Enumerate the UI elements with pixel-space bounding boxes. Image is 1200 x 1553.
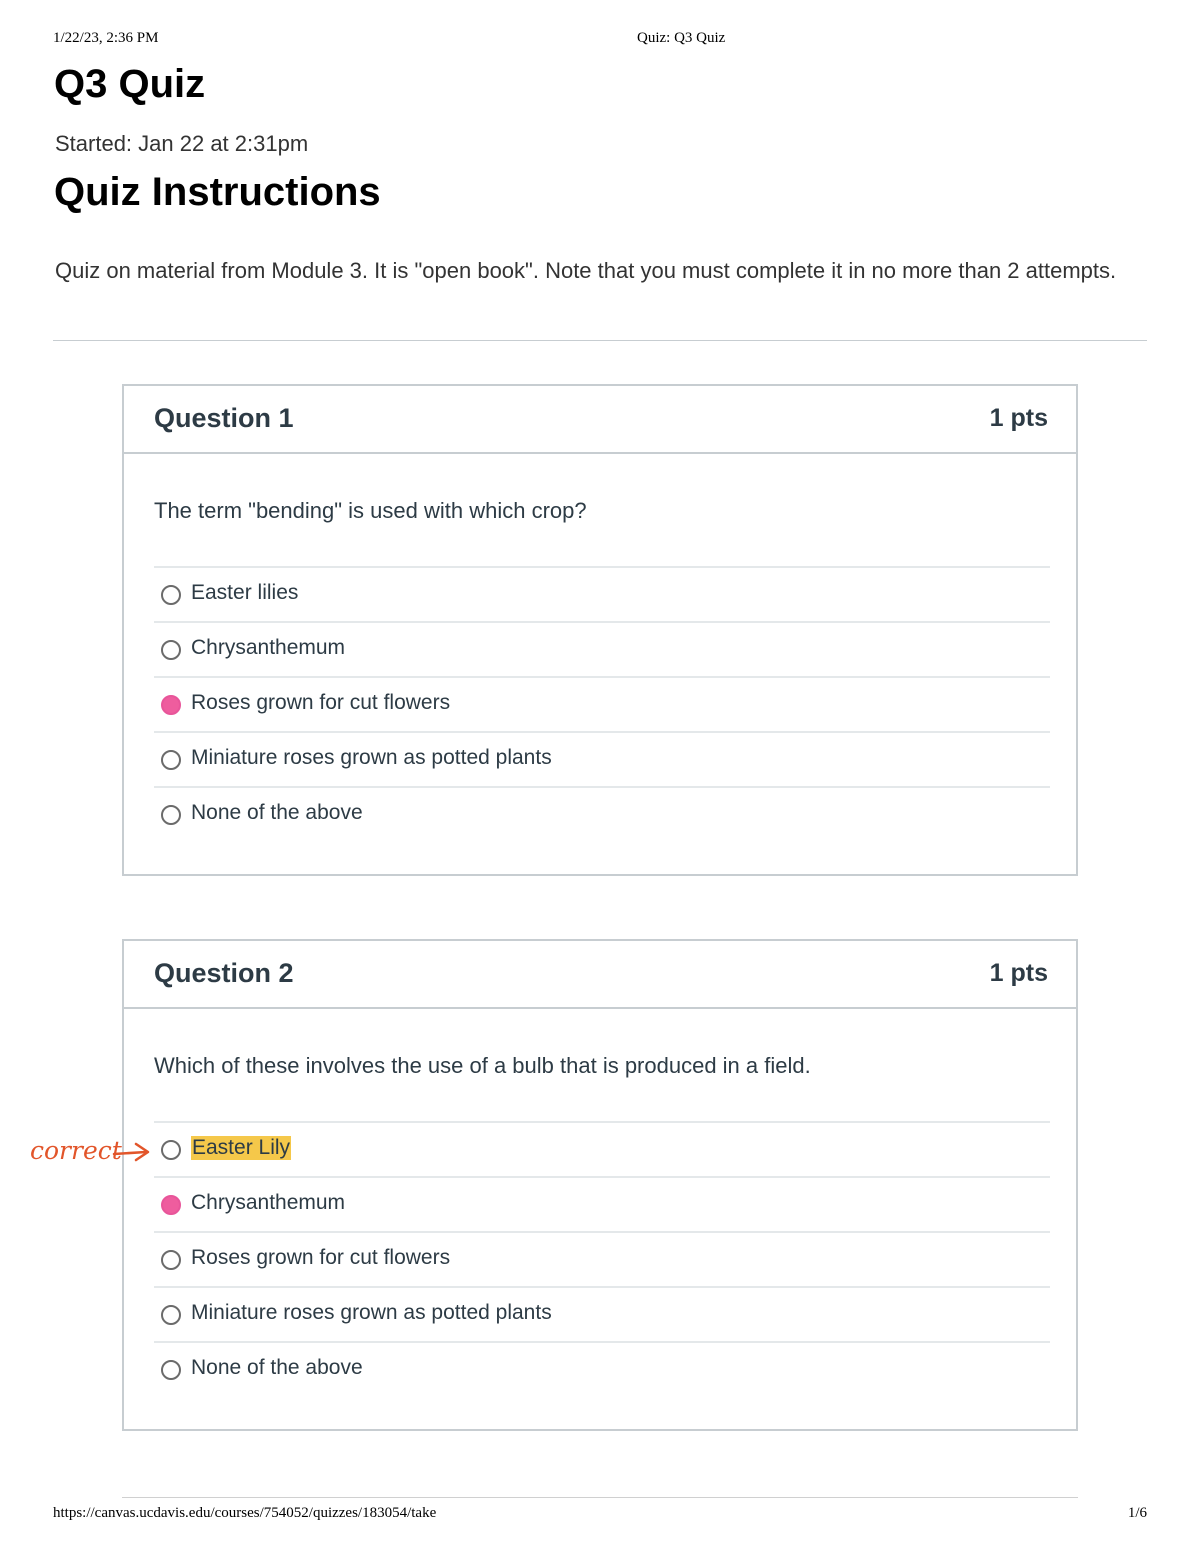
section-divider — [53, 340, 1147, 341]
started-timestamp: Started: Jan 22 at 2:31pm — [55, 131, 309, 156]
answer-label-highlighted: Easter Lily — [192, 1136, 291, 1159]
answer-option[interactable] — [154, 1341, 1050, 1396]
page-number: 1/6 — [1127, 1505, 1147, 1521]
radio-button[interactable] — [161, 1140, 181, 1160]
answer-label: Roses grown for cut flowers — [191, 1246, 451, 1269]
question-title: Question 2 — [154, 958, 294, 988]
radio-button-selected[interactable] — [161, 1195, 181, 1215]
annotation-arrow-icon — [28, 1132, 154, 1172]
page-url: https://canvas.ucdavis.edu/courses/754052/quizzes/183054/take — [53, 1505, 437, 1521]
answer-label: None of the above — [191, 801, 363, 824]
answer-option[interactable] — [154, 1176, 1050, 1231]
print-header — [53, 30, 1147, 50]
answer-list — [154, 566, 1050, 841]
answer-label: Easter lilies — [191, 581, 299, 604]
answer-label: None of the above — [191, 1356, 363, 1379]
print-footer — [53, 1505, 1147, 1525]
radio-button[interactable] — [161, 805, 181, 825]
answer-option[interactable] — [154, 731, 1050, 786]
question-text: Which of these involves the use of a bulb that is produced in a field. — [154, 1053, 811, 1078]
answer-option[interactable] — [154, 566, 1050, 621]
question-points: 1 pts — [989, 959, 1048, 987]
question-points: 1 pts — [989, 404, 1048, 432]
answer-option[interactable] — [154, 1121, 1050, 1176]
question-card-2 — [122, 939, 1078, 1431]
answer-option[interactable] — [154, 786, 1050, 841]
answer-option[interactable] — [154, 1231, 1050, 1286]
radio-button[interactable] — [161, 1250, 181, 1270]
answer-label: Miniature roses grown as potted plants — [191, 1301, 552, 1324]
answer-option[interactable] — [154, 1286, 1050, 1341]
instructions-heading: Quiz Instructions — [54, 170, 381, 214]
answer-label: Chrysanthemum — [191, 1191, 346, 1214]
footer-divider — [122, 1497, 1078, 1498]
print-datetime: 1/22/23, 2:36 PM — [53, 30, 159, 46]
radio-button-selected[interactable] — [161, 695, 181, 715]
radio-button[interactable] — [161, 1360, 181, 1380]
answer-option[interactable] — [154, 621, 1050, 676]
question-header — [124, 941, 1076, 1009]
question-title: Question 1 — [154, 403, 294, 433]
answer-option[interactable] — [154, 676, 1050, 731]
radio-button[interactable] — [161, 750, 181, 770]
question-text: The term "bending" is used with which crop? — [154, 498, 587, 523]
question-header — [124, 386, 1076, 454]
instructions-text: Quiz on material from Module 3. It is "open book". Note that you must complete it in no more than 2 attempts. — [55, 258, 1117, 283]
answer-label: Roses grown for cut flowers — [191, 691, 451, 714]
quiz-title: Q3 Quiz — [54, 62, 206, 106]
radio-button[interactable] — [161, 1305, 181, 1325]
answer-label: Chrysanthemum — [191, 636, 346, 659]
radio-button[interactable] — [161, 585, 181, 605]
print-page-title: Quiz: Q3 Quiz — [637, 30, 726, 46]
radio-button[interactable] — [161, 640, 181, 660]
answer-label: Miniature roses grown as potted plants — [191, 746, 552, 769]
handwritten-annotation: correct — [30, 1136, 122, 1165]
question-card-1 — [122, 384, 1078, 876]
answer-list — [154, 1121, 1050, 1396]
